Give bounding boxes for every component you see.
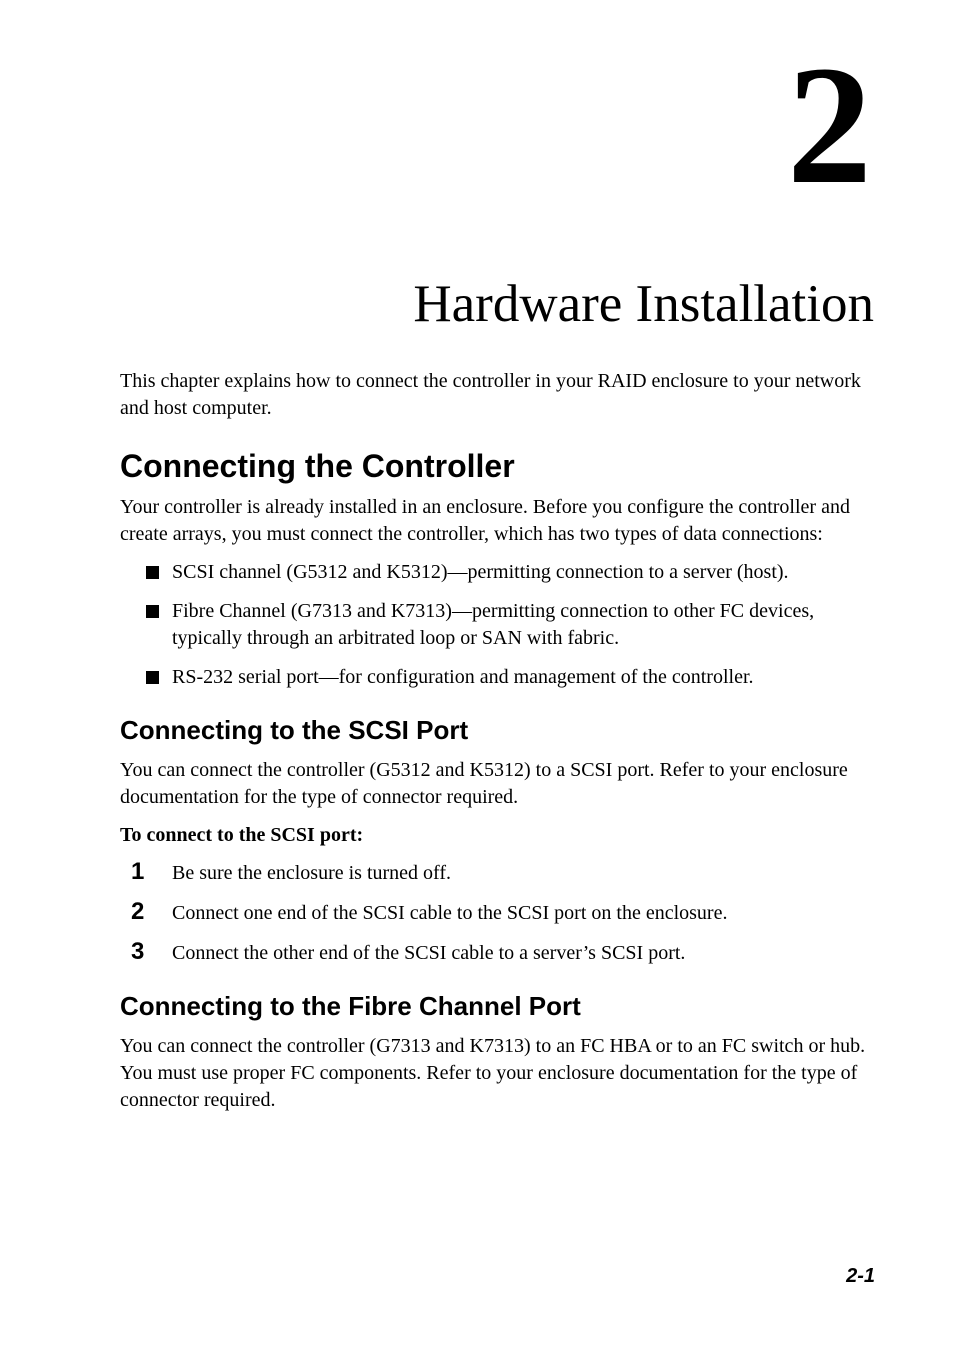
section-heading-scsi: Connecting to the SCSI Port [120,715,469,745]
scsi-steps-list [120,860,880,967]
chapter-intro: This chapter explains how to connect the controller in your RAID enclosure to your network and host computer. [120,370,861,419]
list-item [120,559,880,586]
section-body-controller: Your controller is already installed in an enclosure. Before you configure the controller and create arrays, you must connect the controller, which has two types of data connections: [120,496,850,545]
list-item-text: RS-232 serial port—for configuration and management of the controller. [172,666,754,688]
page-content [120,368,880,1125]
connection-types-list [120,559,880,691]
procedure-title: To connect to the SCSI port: [120,824,364,846]
square-bullet-icon [146,605,159,618]
list-item [120,664,880,691]
square-bullet-icon [146,671,159,684]
section-body-fc: You can connect the controller (G7313 and K7313) to an FC HBA or to an FC switch or hub. You must use proper FC components. Refer to your enclosure documentation for the type of connector required. [120,1035,866,1111]
page-number: 2-1 [846,1265,875,1287]
step-item [120,940,880,967]
list-item-text: Fibre Channel (G7313 and K7313)—permitting connection to other FC devices, typically through an arbitrated loop or SAN with fabric. [172,600,815,649]
section-heading-fc: Connecting to the Fibre Channel Port [120,991,581,1021]
step-item [120,900,880,927]
step-number: 3 [131,938,145,965]
step-text: Connect the other end of the SCSI cable to a server’s SCSI port. [172,942,686,964]
section-heading-controller: Connecting the Controller [120,448,515,484]
chapter-title: Hardware Installation [413,275,874,333]
step-number: 2 [131,898,145,925]
step-text: Be sure the enclosure is turned off. [172,862,451,884]
list-item-text: SCSI channel (G5312 and K5312)—permitting connection to a server (host). [172,561,789,583]
section-body-scsi: You can connect the controller (G5312 and K5312) to a SCSI port. Refer to your enclosure documentation for the type of connector required. [120,759,848,808]
step-number: 1 [131,858,145,885]
square-bullet-icon [146,566,159,579]
step-text: Connect one end of the SCSI cable to the SCSI port on the enclosure. [172,902,728,924]
chapter-number: 2 [787,31,872,219]
step-item [120,860,880,887]
list-item [120,598,880,652]
